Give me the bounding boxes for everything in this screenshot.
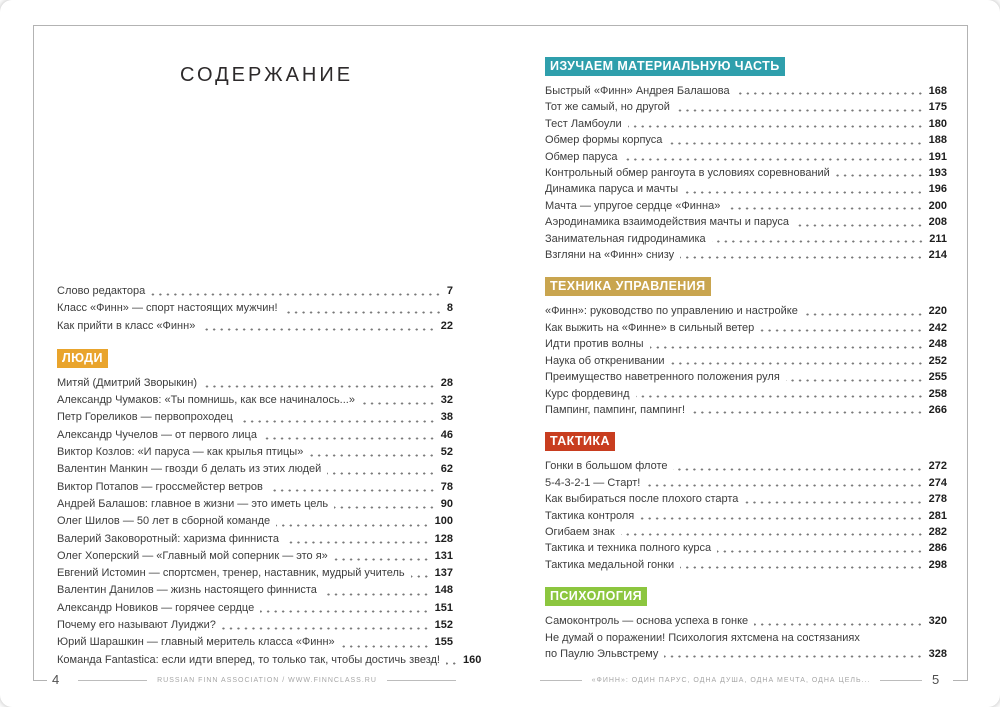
toc-entry-page: 128 [434, 532, 453, 545]
toc-entry-label: Александр Чучелов — от первого лица [57, 428, 257, 441]
toc-entry-page: 196 [928, 183, 947, 196]
toc-entry-page: 211 [929, 232, 947, 245]
toc-entry-label: Митяй (Дмитрий Зворыкин) [57, 376, 198, 389]
toc-entry-page: 180 [928, 117, 947, 130]
toc-entry-label: Как выбираться после плохого старта [545, 493, 739, 506]
dot-leader [341, 645, 430, 648]
toc-entry-label: Обмер формы корпуса [545, 134, 663, 147]
toc-entry [57, 496, 453, 513]
toc-entry-page: 175 [928, 101, 947, 114]
toc-entry-label: Виктор Козлов: «И паруса — как крылья птицы» [57, 446, 304, 459]
toc-entry-label: «Финн»: руководство по управлению и настройке [545, 305, 798, 318]
toc-entry-label: Мачта — упругое сердце «Финна» [545, 199, 721, 212]
toc-entry-label: Слово редактора [57, 285, 146, 297]
toc-entry-page: 90 [440, 497, 453, 510]
toc-entry-label: Взгляни на «Финн» снизу [545, 249, 675, 262]
page-number-left: 4 [52, 672, 60, 687]
toc-entry [545, 320, 947, 336]
toc-entry [545, 247, 947, 263]
dot-leader [680, 256, 924, 259]
toc-entry-label: Валентин Манкин — гвозди б делать из этих людей [57, 463, 322, 476]
section-header: ТАКТИКА [545, 432, 615, 451]
toc-entry [57, 617, 453, 634]
toc-entry-label: Виктор Потапов — гроссмейстер ветров [57, 480, 263, 493]
dot-leader [334, 558, 430, 561]
toc-entry-page: 188 [928, 134, 947, 147]
dot-leader [712, 240, 925, 243]
toc-entry-label: Александр Новиков — горячее сердце [57, 601, 255, 614]
toc-entry-page: 78 [440, 480, 453, 493]
toc-column-right [545, 57, 947, 662]
toc-entry [57, 409, 453, 426]
section-header: ЛЮДИ [57, 349, 108, 368]
toc-entry-page: 274 [928, 476, 947, 489]
dot-leader [269, 489, 436, 492]
toc-entry-label: 5-4-3-2-1 — Старт! [545, 476, 641, 489]
toc-entry-label: Занимательная гидродинамика [545, 232, 706, 245]
toc-entry [57, 427, 453, 444]
toc-entry-label: Обмер паруса [545, 150, 618, 163]
dot-leader [680, 566, 924, 569]
toc-entry-page: 214 [928, 249, 947, 262]
dot-leader [323, 593, 430, 596]
dot-leader [691, 411, 924, 414]
toc-entry-label: Контрольный обмер рангоута в условиях соревнований [545, 167, 830, 180]
toc-entry-label: Почему его называют Луиджи? [57, 619, 216, 632]
page-number-right: 5 [932, 672, 940, 687]
toc-entry [545, 132, 947, 148]
dot-leader [309, 454, 435, 457]
toc-entry [57, 300, 453, 317]
toc-entry-page: 38 [440, 411, 453, 424]
toc-entry-page: 278 [928, 493, 947, 506]
toc-entry-page: 148 [434, 584, 453, 597]
dot-leader [650, 346, 924, 349]
toc-entry [545, 524, 947, 540]
toc-section [545, 263, 947, 418]
toc-entry [545, 149, 947, 165]
section-header: ТЕХНИКА УПРАВЛЕНИЯ [545, 277, 711, 296]
dot-leader [673, 468, 923, 471]
dot-leader [239, 420, 436, 423]
dot-leader [411, 575, 430, 578]
dot-leader [664, 655, 923, 658]
toc-entry-page: 320 [928, 615, 947, 628]
toc-entry-label: Класс «Финн» — спорт настоящих мужчин! [57, 302, 278, 315]
toc-entry [545, 369, 947, 385]
toc-entry [545, 353, 947, 369]
toc-entry-page: 286 [928, 542, 947, 555]
toc-entry-label: Команда Fantastica: если идти вперед, то только так, чтобы достичь звезд! [57, 653, 440, 666]
toc-entry-label: Олег Шилов — 50 лет в сборной команде [57, 515, 271, 528]
toc-entry-page: 100 [434, 515, 453, 528]
dot-leader [804, 313, 924, 316]
toc-entry-page: 160 [463, 653, 482, 666]
dot-leader [717, 550, 924, 553]
toc-entry-label: Курс фордевинд [545, 387, 630, 400]
toc-entry-page: 131 [434, 549, 453, 562]
toc-entry-label: Андрей Балашов: главное в жизни — это иметь цель [57, 497, 329, 510]
footer-text-right: «ФИНН»: ОДИН ПАРУС, ОДНА ДУША, ОДНА МЕЧТА, ОДНА ЦЕЛЬ... [591, 677, 871, 684]
page-title: СОДЕРЖАНИЕ [180, 64, 354, 86]
footer-rule-right [540, 673, 922, 688]
toc-entry [57, 479, 453, 496]
dot-leader [151, 293, 442, 296]
frame-corner-tick-right [953, 680, 967, 681]
toc-entry-label: Тот же самый, но другой [545, 101, 670, 114]
dot-leader [361, 402, 436, 405]
toc-entry [57, 283, 453, 300]
toc-entry [57, 582, 453, 599]
toc-entry [545, 491, 947, 507]
dot-leader [726, 207, 923, 210]
toc-entry [57, 318, 453, 335]
toc-entry [57, 375, 453, 392]
toc-entry-page: 282 [928, 525, 947, 538]
dot-leader [671, 362, 924, 365]
toc-entry-page: 62 [440, 463, 453, 476]
toc-entry-label: Петр Гореликов — первопроходец [57, 411, 233, 424]
toc-entry [545, 214, 947, 230]
toc-section [57, 283, 453, 335]
toc-entry-label: Тактика контроля [545, 509, 635, 522]
toc-entry-page: 151 [434, 601, 453, 614]
dot-leader [628, 125, 924, 128]
toc-entry-label: Тактика и техника полного курса [545, 542, 712, 555]
dot-leader [744, 501, 923, 504]
toc-entry [57, 531, 453, 548]
toc-entry-label: Динамика паруса и мачты [545, 183, 679, 196]
toc-entry-page: 8 [446, 302, 453, 315]
frame-corner-tick-left [33, 680, 47, 681]
toc-entry [545, 557, 947, 573]
toc-entry [545, 630, 947, 646]
toc-column-left [57, 283, 482, 669]
toc-entry [57, 600, 453, 617]
dot-leader [624, 158, 924, 161]
toc-entry-label: Аэродинамика взаимодействия мачты и паруса [545, 216, 789, 229]
toc-entry-page: 32 [440, 394, 453, 407]
toc-entry-page: 22 [440, 319, 453, 332]
dot-leader [646, 484, 923, 487]
toc-entry-label: Самоконтроль — основа успеха в гонке [545, 615, 749, 628]
toc-entry-label: Идти против волны [545, 338, 644, 351]
dot-leader [203, 385, 436, 388]
toc-entry-label: Не думай о поражении! Психология яхтсмена на состязаниях [545, 631, 860, 644]
dot-leader [201, 328, 435, 331]
toc-entry-label: Евгений Истомин — спортсмен, тренер, наставник, мудрый учитель [57, 567, 405, 580]
section-header: ПСИХОЛОГИЯ [545, 587, 647, 606]
dot-leader [836, 174, 924, 177]
dot-leader [276, 524, 430, 527]
dot-leader [327, 472, 435, 475]
dot-leader [684, 191, 923, 194]
toc-entry-label: Валерий Заковоротный: харизма финниста [57, 532, 279, 545]
toc-entry [545, 83, 947, 99]
toc-entry-label: Гонки в большом флоте [545, 460, 668, 473]
toc-entry-label: Преимущество наветренного положения руля [545, 371, 780, 384]
toc-entry-page: 266 [928, 403, 947, 416]
toc-entry-label: Как прийти в класс «Финн» [57, 319, 196, 332]
dot-leader [636, 395, 924, 398]
toc-entry-page: 208 [928, 216, 947, 229]
dot-leader [786, 379, 924, 382]
toc-entry-page: 155 [434, 636, 453, 649]
toc-entry [57, 652, 482, 669]
footer-rule-left [78, 673, 456, 688]
toc-entry [545, 540, 947, 556]
toc-section [545, 418, 947, 573]
toc-section [545, 573, 947, 662]
toc-entry [545, 402, 947, 418]
footer-text-left: RUSSIAN FINN ASSOCIATION / WWW.FINNCLASS.RU [157, 677, 377, 684]
toc-section [57, 335, 482, 669]
toc-entry [545, 336, 947, 352]
toc-entry [545, 475, 947, 491]
dot-leader [640, 517, 923, 520]
toc-entry-label: Наука об откренивании [545, 354, 665, 367]
toc-entry-label: Валентин Данилов — жизнь настоящего финниста [57, 584, 317, 597]
toc-entry [57, 548, 453, 565]
dot-leader [621, 533, 924, 536]
toc-entry-page: 191 [928, 150, 947, 163]
toc-entry-label: Быстрый «Финн» Андрея Балашова [545, 85, 730, 97]
dot-leader [285, 541, 430, 544]
toc-entry-label: по Паулю Эльвстрему [545, 647, 659, 660]
toc-entry [545, 303, 947, 319]
toc-section [545, 57, 947, 263]
toc-entry [545, 458, 947, 474]
dot-leader [795, 224, 924, 227]
toc-entry-page: 28 [440, 376, 453, 389]
section-header: ИЗУЧАЕМ МАТЕРИАЛЬНУЮ ЧАСТЬ [545, 57, 785, 76]
toc-entry-page: 137 [434, 567, 453, 580]
dot-leader [260, 610, 429, 613]
toc-entry [57, 461, 453, 478]
toc-entry [545, 198, 947, 214]
toc-entry-page: 193 [928, 167, 947, 180]
toc-entry-label: Тест Ламбоули [545, 117, 622, 130]
toc-entry-page: 248 [928, 338, 947, 351]
toc-entry [545, 116, 947, 132]
toc-entry [57, 444, 453, 461]
dot-leader [263, 437, 436, 440]
toc-entry-page: 46 [440, 428, 453, 441]
toc-entry-page: 200 [928, 199, 947, 212]
toc-entry-page: 242 [928, 321, 947, 334]
toc-entry-label: Александр Чумаков: «Ты помнишь, как все начиналось...» [57, 394, 355, 407]
toc-entry [545, 386, 947, 402]
toc-entry [57, 565, 453, 582]
toc-entry-label: Юрий Шарашкин — главный меритель класса «Финн» [57, 636, 335, 649]
toc-entry-page: 152 [434, 619, 453, 632]
toc-entry [57, 634, 453, 651]
toc-entry [545, 99, 947, 115]
toc-entry-page: 272 [928, 460, 947, 473]
dot-leader [754, 623, 923, 626]
toc-entry-page: 252 [928, 354, 947, 367]
toc-entry [57, 513, 453, 530]
dot-leader [334, 506, 436, 509]
toc-entry [57, 392, 453, 409]
toc-entry-label: Тактика медальной гонки [545, 558, 675, 571]
toc-entry-page: 168 [928, 85, 947, 97]
toc-entry-label: Пампинг, пампинг, пампинг! [545, 403, 686, 416]
toc-entry [545, 646, 947, 662]
toc-entry-label: Олег Хоперский — «Главный мой соперник — это я» [57, 549, 328, 562]
toc-entry [545, 508, 947, 524]
toc-entry-page: 298 [928, 558, 947, 571]
dot-leader [676, 109, 924, 112]
dot-leader [222, 627, 430, 630]
toc-entry-page: 258 [928, 387, 947, 400]
toc-entry [545, 165, 947, 181]
dot-leader [668, 142, 923, 145]
toc-entry-page: 7 [446, 285, 453, 297]
toc-entry-page: 255 [928, 371, 947, 384]
toc-entry [545, 231, 947, 247]
toc-entry-label: Как выжить на «Финне» в сильный ветер [545, 321, 755, 334]
toc-entry-page: 281 [928, 509, 947, 522]
dot-leader [446, 662, 458, 665]
toc-entry-label: Огибаем знак [545, 525, 615, 538]
dot-leader [284, 311, 442, 314]
dot-leader [760, 329, 923, 332]
dot-leader [736, 92, 924, 95]
toc-entry [545, 181, 947, 197]
toc-entry [545, 613, 947, 629]
toc-entry-page: 328 [928, 647, 947, 660]
toc-entry-page: 52 [440, 446, 453, 459]
toc-entry-page: 220 [928, 305, 947, 318]
